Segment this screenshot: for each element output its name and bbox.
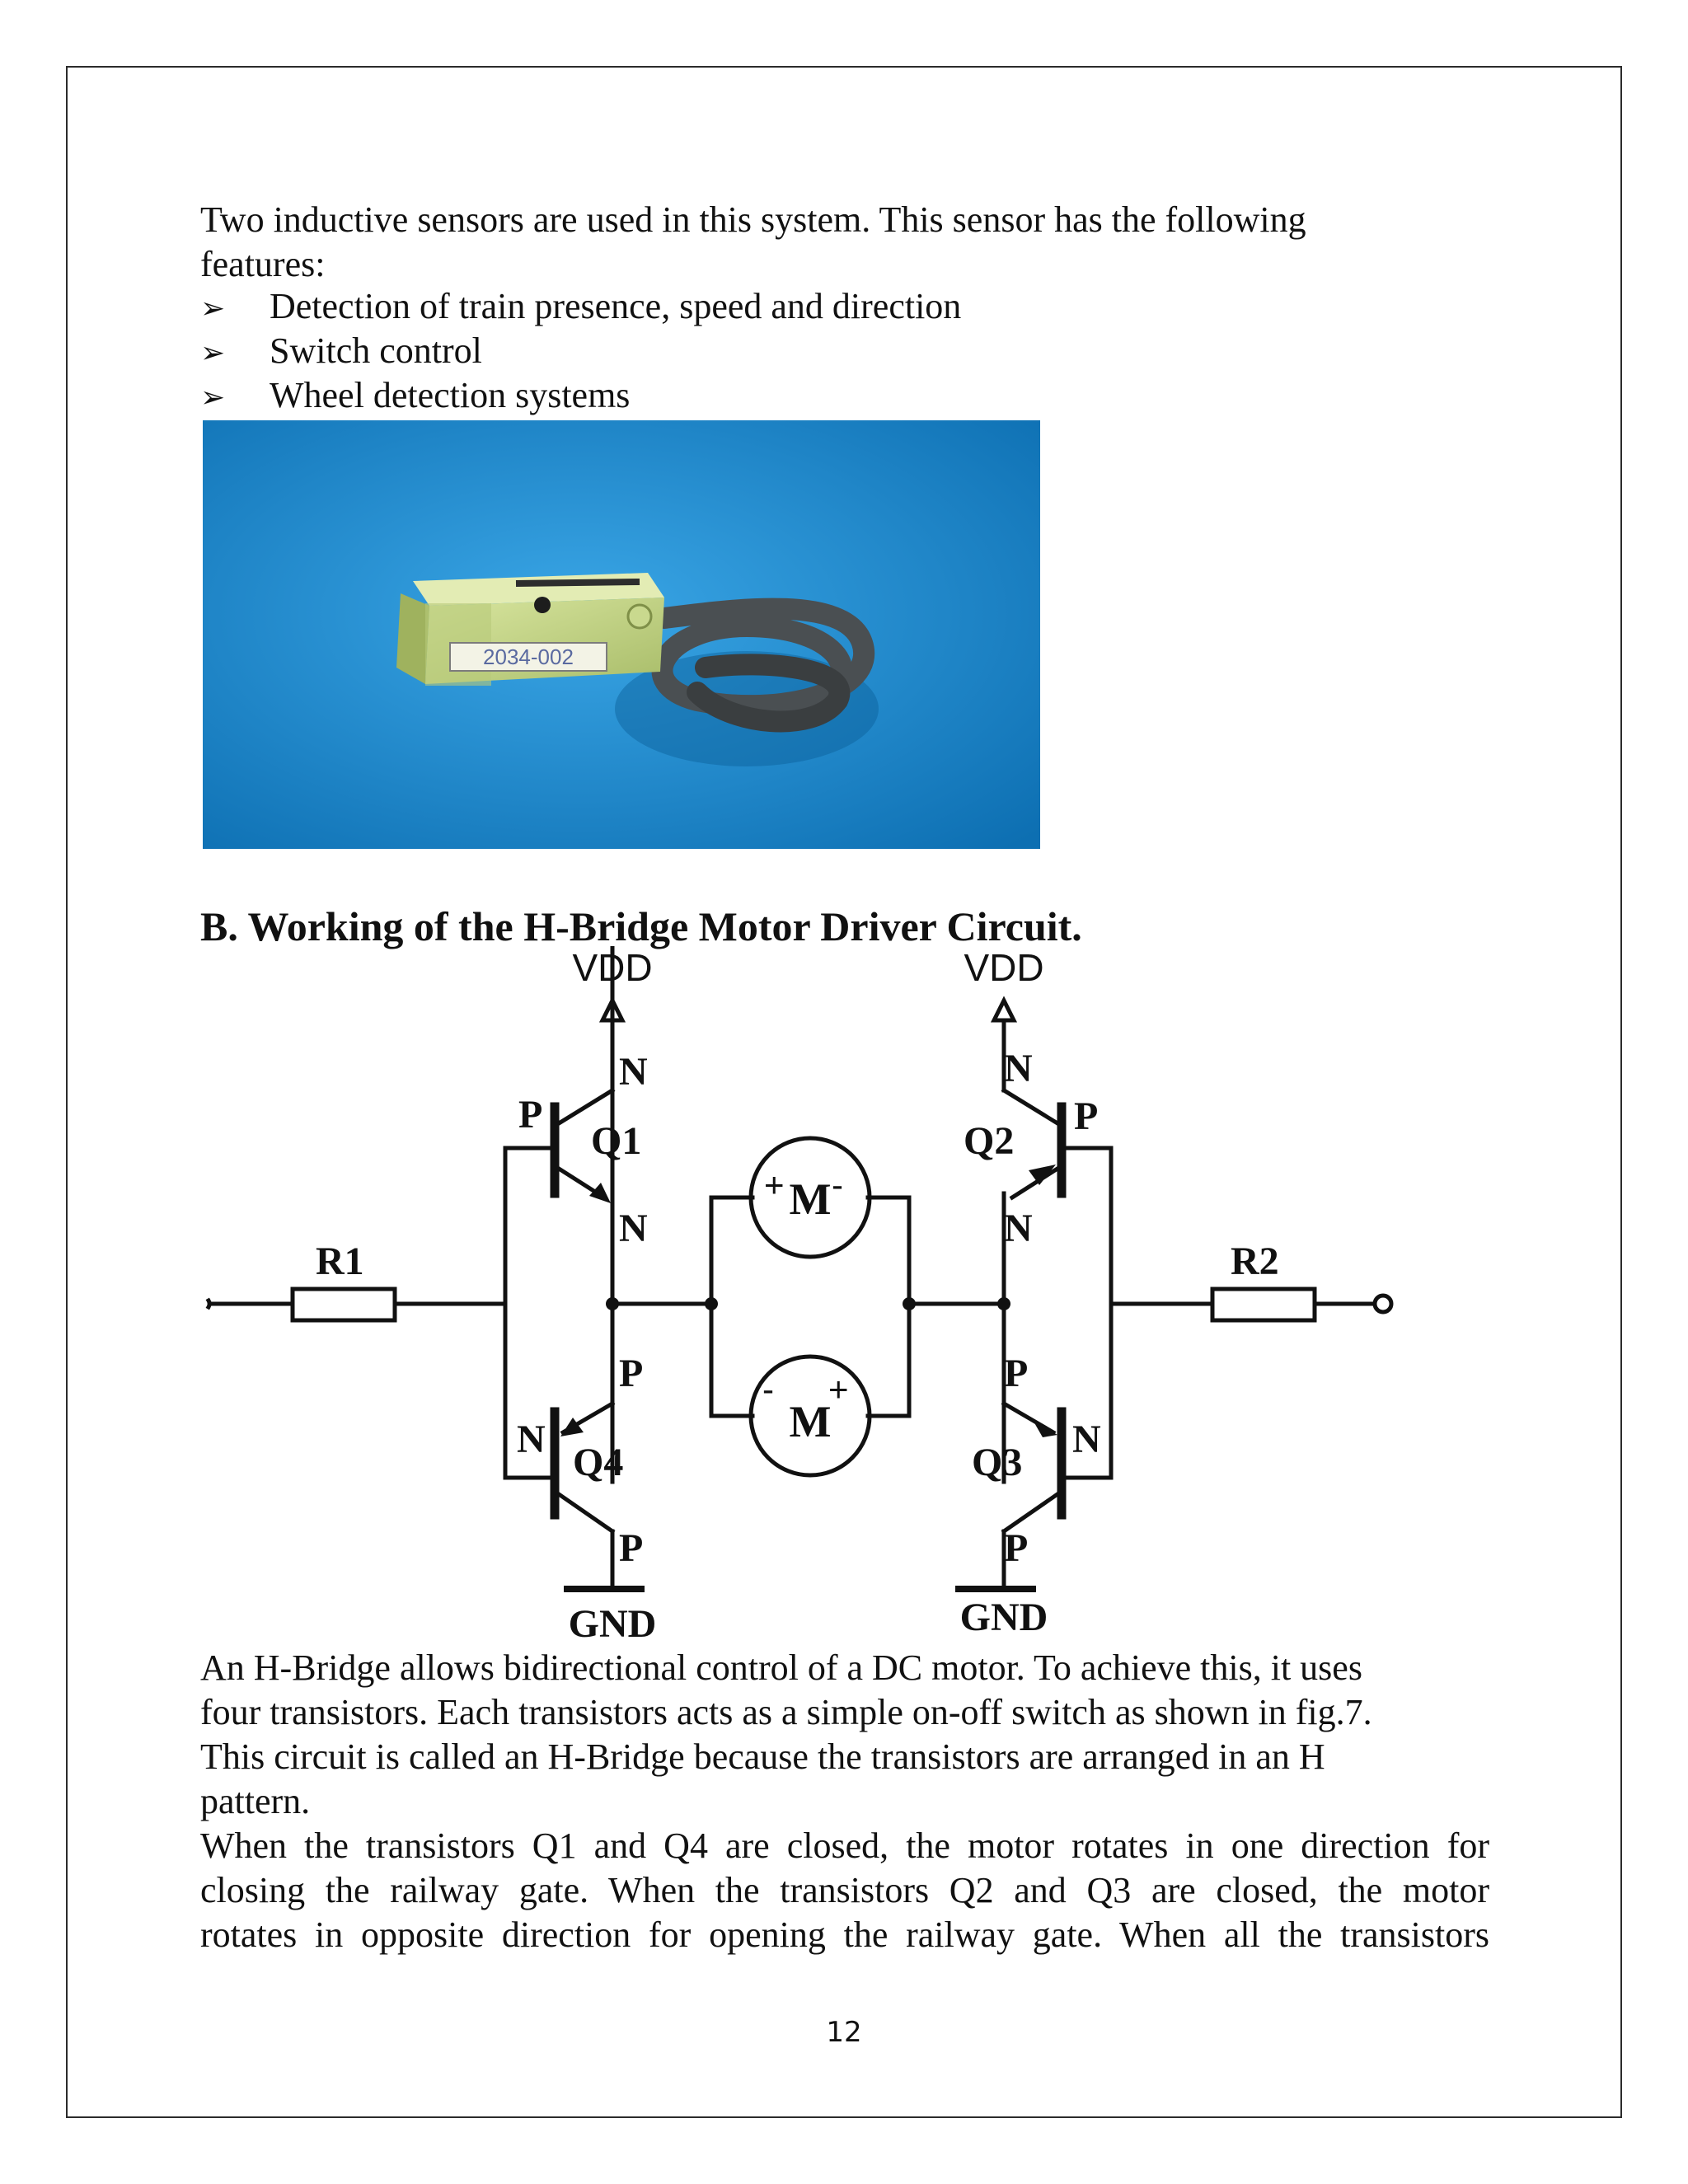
p-label: P — [1004, 1526, 1029, 1570]
list-item — [200, 329, 961, 373]
paragraph-line: closing the railway gate. When the transistors Q2 and Q3 are closed, the motor — [200, 1870, 1489, 1910]
p-label: P — [518, 1093, 543, 1137]
r2-label: R2 — [1231, 1240, 1279, 1283]
list-item-text: Switch control — [270, 330, 482, 371]
n-label: N — [517, 1418, 546, 1461]
paragraph-line: pattern. — [200, 1781, 311, 1821]
paragraph-line: This circuit is called an H-Bridge because the transistors are arranged in an H — [200, 1736, 1325, 1777]
junction-dot — [997, 1297, 1010, 1310]
n-label: N — [1004, 1207, 1033, 1250]
plus-label: + — [764, 1165, 785, 1204]
junction-dot — [705, 1297, 718, 1310]
junction-dot — [606, 1297, 619, 1310]
q1-label: Q1 — [591, 1119, 642, 1163]
q1-emitter-arrow — [589, 1183, 611, 1203]
body-paragraph-2 — [200, 1824, 1489, 1957]
arrowhead-bullet-icon: ➢ — [200, 292, 226, 326]
plus-label: + — [828, 1370, 849, 1408]
n-label: N — [1072, 1418, 1101, 1461]
minus-label: - — [762, 1370, 774, 1408]
resistor-r2 — [1212, 1289, 1315, 1320]
q3-emitter-arrow — [1033, 1420, 1057, 1437]
vdd-label: VDD — [964, 946, 1044, 989]
n-label: N — [1004, 1047, 1033, 1090]
q4-label: Q4 — [573, 1441, 624, 1484]
paragraph-line: rotates in opposite direction for opening the railway gate. When all the transistors — [200, 1915, 1489, 1955]
vdd-arrow-right — [994, 1001, 1014, 1020]
intro-paragraph — [200, 198, 1489, 287]
p-label: P — [619, 1526, 644, 1570]
q3-label: Q3 — [972, 1441, 1023, 1484]
page-number: 12 — [826, 2016, 862, 2049]
body-paragraph-1 — [200, 1646, 1489, 1824]
intro-line: features: — [200, 244, 326, 284]
list-item — [200, 284, 961, 329]
arrowhead-bullet-icon: ➢ — [200, 381, 226, 415]
list-item-text: Detection of train presence, speed and direction — [270, 286, 962, 326]
sensor-body — [396, 573, 664, 686]
list-item-text: Wheel detection systems — [270, 375, 631, 415]
gnd-label: GND — [568, 1602, 657, 1646]
p-label: P — [1004, 1352, 1029, 1395]
n-label: N — [619, 1050, 648, 1094]
feature-list — [200, 284, 961, 418]
vdd-label: VDD — [572, 946, 653, 989]
r1-label: R1 — [316, 1240, 364, 1283]
arrowhead-bullet-icon: ➢ — [200, 336, 226, 370]
n-label: N — [619, 1207, 648, 1250]
paragraph-line: An H-Bridge allows bidirectional control of a DC motor. To achieve this, it uses — [200, 1647, 1362, 1688]
right-output-terminal — [1375, 1296, 1391, 1312]
p-label: P — [619, 1352, 644, 1395]
resistor-r1 — [293, 1289, 395, 1320]
minus-label: - — [832, 1165, 843, 1204]
sensor-label: 2034-002 — [483, 644, 574, 669]
list-item — [200, 373, 961, 418]
motor-label: M — [789, 1174, 832, 1224]
motor-label: M — [789, 1397, 832, 1446]
section-heading: B. Working of the H-Bridge Motor Driver Circuit. — [200, 903, 1082, 949]
h-bridge-circuit-diagram — [200, 946, 1437, 1648]
inductive-sensor-photo — [203, 420, 1040, 849]
q2-label: Q2 — [964, 1119, 1015, 1163]
paragraph-line: When the transistors Q1 and Q4 are closed, the motor rotates in one direction for — [200, 1825, 1489, 1866]
sensor-led-dot — [534, 597, 551, 613]
paragraph-line: four transistors. Each transistors acts as a simple on-off switch as shown in fig.7. — [200, 1692, 1372, 1732]
gnd-label: GND — [959, 1596, 1048, 1639]
intro-line: Two inductive sensors are used in this system. This sensor has the following — [200, 199, 1306, 240]
junction-dot — [903, 1297, 916, 1310]
p-label: P — [1074, 1094, 1099, 1138]
